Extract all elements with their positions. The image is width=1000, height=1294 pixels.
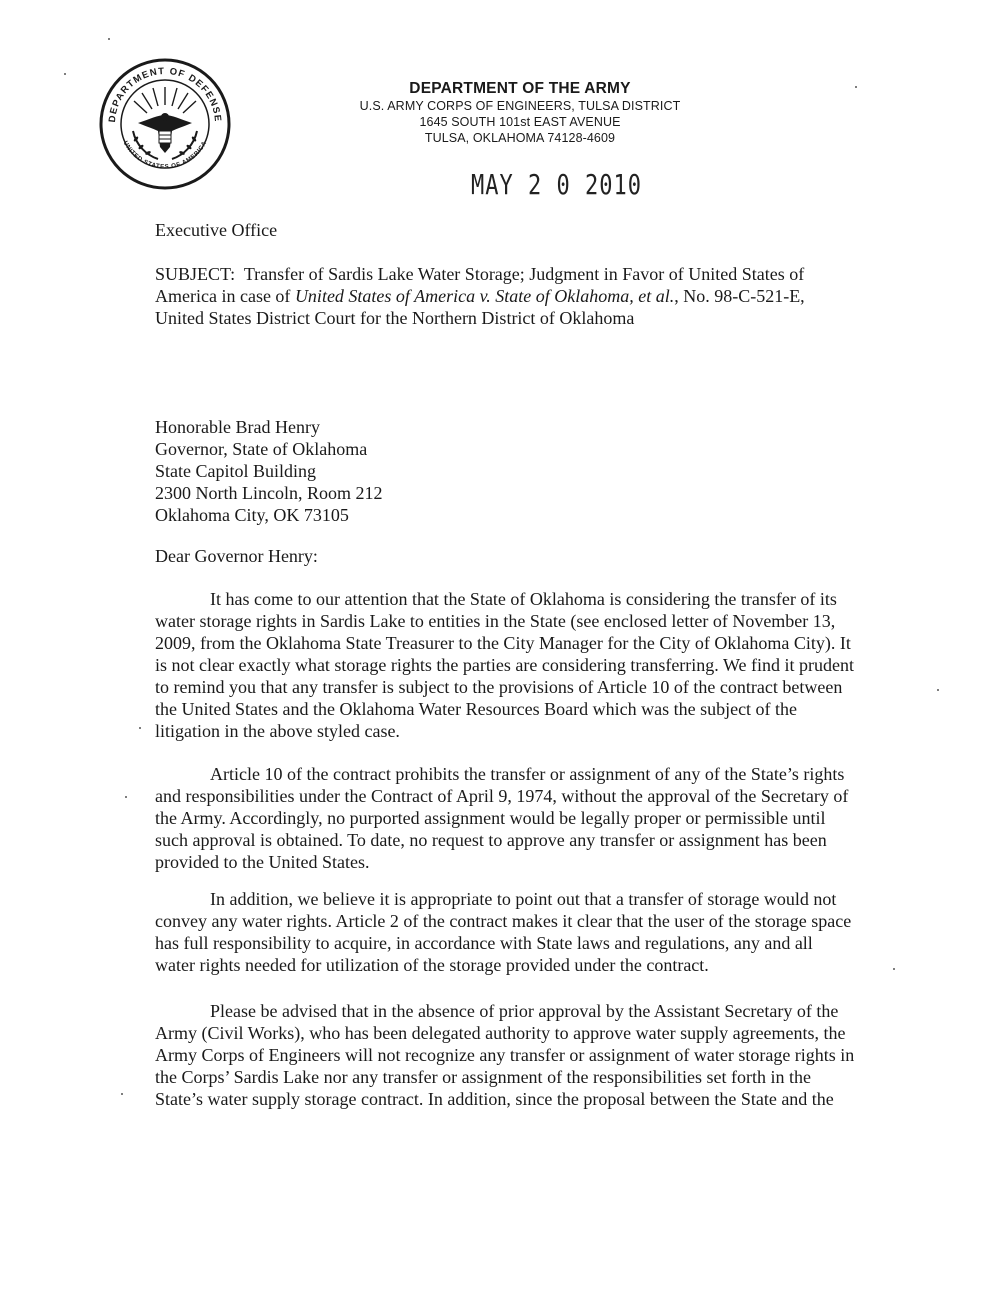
scan-speck xyxy=(855,86,857,88)
subject-line-3: United States District Court for the Northern District of Oklahoma xyxy=(155,308,635,328)
recipient-street: 2300 North Lincoln, Room 212 xyxy=(155,483,383,503)
paragraph-line: water rights needed for utilization of the storage provided under the contract. xyxy=(155,955,709,975)
paragraph-line: to remind you that any transfer is subject to the provisions of Article 10 of the contract between xyxy=(155,677,843,697)
scan-speck xyxy=(937,689,939,691)
paragraph-line: State’s water supply storage contract. In addition, since the proposal between the State and the xyxy=(155,1089,834,1109)
eagle-seal-icon xyxy=(98,57,232,191)
paragraph-line: convey any water rights. Article 2 of the contract makes it clear that the user of the storage space xyxy=(155,911,852,931)
paragraph-line: is not clear exactly what storage rights the parties are considering transferring. We find it prudent xyxy=(155,655,854,675)
paragraph-line: the Corps’ Sardis Lake nor any transfer or assignment of the responsibilities set forth in the xyxy=(155,1067,812,1087)
recipient-city: Oklahoma City, OK 73105 xyxy=(155,505,349,525)
paragraph-line: Please be advised that in the absence of prior approval by the Assistant Secretary of the xyxy=(210,1001,839,1021)
paragraph-line: and responsibilities under the Contract of April 9, 1974, without the approval of the Secretary of xyxy=(155,786,849,806)
paragraph-line: Army (Civil Works), who has been delegated authority to approve water supply agreements, the xyxy=(155,1023,846,1043)
paragraph-line: provided to the United States. xyxy=(155,852,370,872)
scan-speck xyxy=(125,796,127,798)
paragraph-line: the Army. Accordingly, no purported assignment would be legally proper or permissible until xyxy=(155,808,826,828)
case-name: United States of America v. State of Oklahoma, et al. xyxy=(294,286,675,306)
seal-ring-text: DEPARTMENT OF DEFENSE xyxy=(106,65,224,123)
paragraph-line: litigation in the above styled case. xyxy=(155,721,400,741)
paragraph-line: such approval is obtained. To date, no request to approve any transfer or assignment has been xyxy=(155,830,827,850)
body-paragraph-1 xyxy=(155,588,890,742)
body-paragraph-4 xyxy=(155,1000,890,1110)
paragraph-line: Army Corps of Engineers will not recognize any transfer or assignment of water storage rights in xyxy=(155,1045,855,1065)
letterhead-city: TULSA, OKLAHOMA 74128-4609 xyxy=(424,131,616,145)
scan-speck xyxy=(121,1093,123,1095)
paragraph-line: 2009, from the Oklahoma State Treasurer to the City Manager for the City of Oklahoma City). It xyxy=(155,633,851,653)
scan-speck xyxy=(64,73,66,75)
letterhead-street: 1645 SOUTH 101st EAST AVENUE xyxy=(419,115,621,129)
body-paragraph-3 xyxy=(155,888,890,976)
paragraph-line: water storage rights in Sardis Lake to entities in the State (see enclosed letter of November 13, xyxy=(155,611,836,631)
recipient-building: State Capitol Building xyxy=(155,461,316,481)
scan-speck xyxy=(893,968,895,970)
paragraph-line: Article 10 of the contract prohibits the transfer or assignment of any of the State’s rights xyxy=(210,764,845,784)
letterhead xyxy=(300,80,740,146)
paragraph-line: the United States and the Oklahoma Water Resources Board which was the subject of the xyxy=(155,699,798,719)
paragraph-line: In addition, we believe it is appropriate to point out that a transfer of storage would not xyxy=(210,889,837,909)
department-name: DEPARTMENT OF THE ARMY xyxy=(409,80,631,97)
letterhead-district: U.S. ARMY CORPS OF ENGINEERS, TULSA DISTRICT xyxy=(359,99,681,113)
seal-lower-text: UNITED STATES OF AMERICA xyxy=(121,139,209,171)
recipient-name: Honorable Brad Henry xyxy=(155,417,320,437)
paragraph-line: has full responsibility to acquire, in accordance with State laws and regulations, any and all xyxy=(155,933,813,953)
recipient-address xyxy=(155,416,383,526)
subject-line-1: SUBJECT: Transfer of Sardis Lake Water Storage; Judgment in Favor of United States of xyxy=(155,264,805,284)
subject-label: SUBJECT: xyxy=(155,264,236,284)
subject-block xyxy=(155,263,855,329)
date-stamp: MAY 2 0 2010 xyxy=(471,170,642,202)
paragraph-line: It has come to our attention that the State of Oklahoma is considering the transfer of its xyxy=(210,589,837,609)
subject-line-2: America in case of United States of America v. State of Oklahoma, et al., No. 98-C-521-E, xyxy=(155,286,805,306)
scan-speck xyxy=(108,38,110,40)
sender-office: Executive Office xyxy=(155,220,278,240)
scan-speck xyxy=(139,727,141,729)
salutation: Dear Governor Henry: xyxy=(155,546,318,566)
body-paragraph-2 xyxy=(155,763,890,873)
dod-seal-emblem xyxy=(98,57,232,191)
recipient-title: Governor, State of Oklahoma xyxy=(155,439,368,459)
